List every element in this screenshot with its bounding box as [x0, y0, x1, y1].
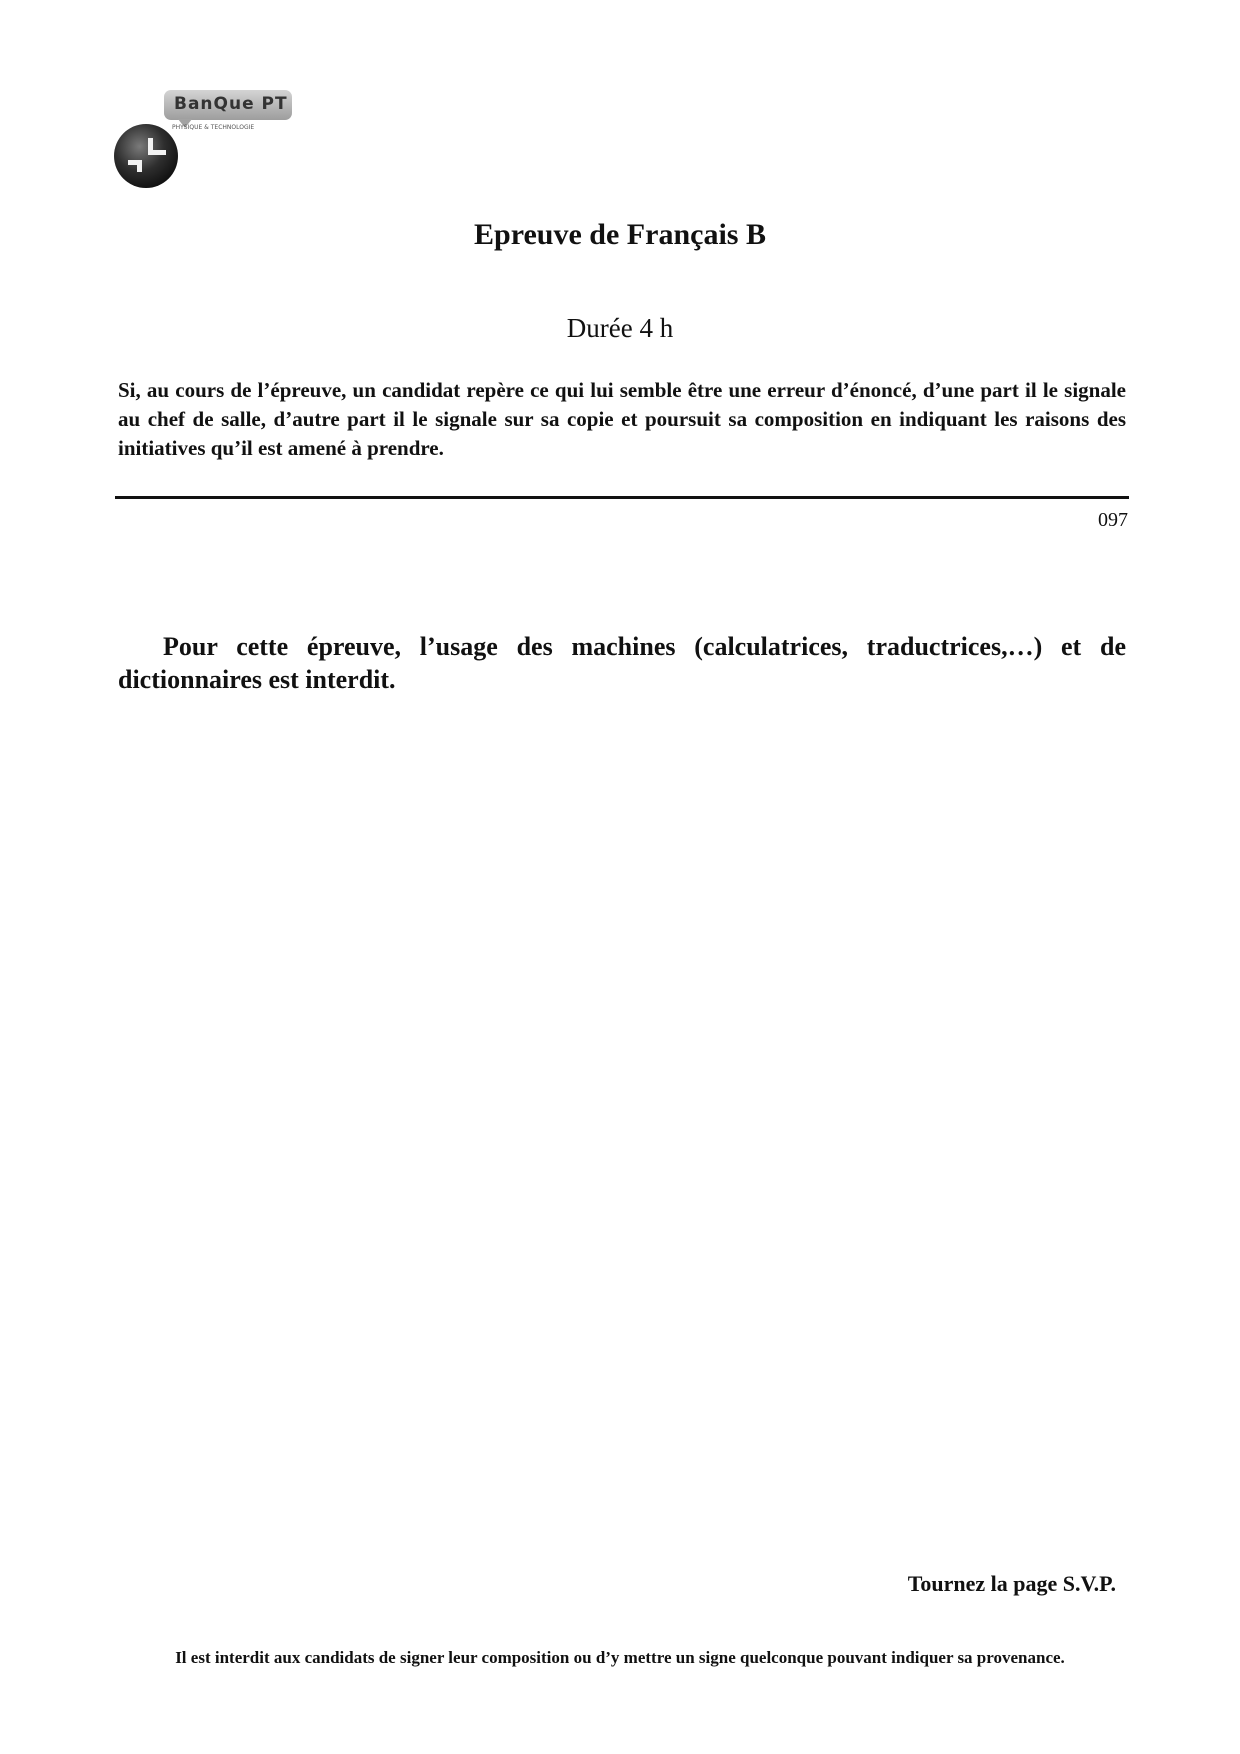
calculator-instruction: Pour cette épreuve, l’usage des machines (calculatrices, traductrices,…) et de dictionnaires est interdit.	[118, 632, 1126, 694]
logo-subtitle: PHYSIQUE & TECHNOLOGIE	[172, 124, 255, 131]
error-notice: Si, au cours de l’épreuve, un candidat repère ce qui lui semble être une erreur d’énoncé, d’une part il le signale au chef de salle, d’autre part il le signale sur sa copie et poursuit sa composition en indiquant les raisons des initiatives qu’il est amené à prendre.	[118, 378, 1126, 460]
horizontal-rule	[115, 496, 1129, 499]
banque-pt-logo-icon	[112, 122, 180, 190]
banque-pt-logo	[112, 84, 297, 194]
exam-code: 097	[1098, 509, 1128, 531]
exam-duration: Durée 4 h	[566, 313, 674, 343]
logo-badge	[164, 90, 292, 120]
logo-name: BanQue PT	[174, 94, 288, 114]
footer-warning: Il est interdit aux candidats de signer leur composition ou d’y mettre un signe quelconque pouvant indiquer sa provenance.	[175, 1648, 1065, 1667]
turn-page-note: Tournez la page S.V.P.	[907, 1571, 1116, 1596]
exam-title: Epreuve de Français B	[474, 218, 766, 251]
